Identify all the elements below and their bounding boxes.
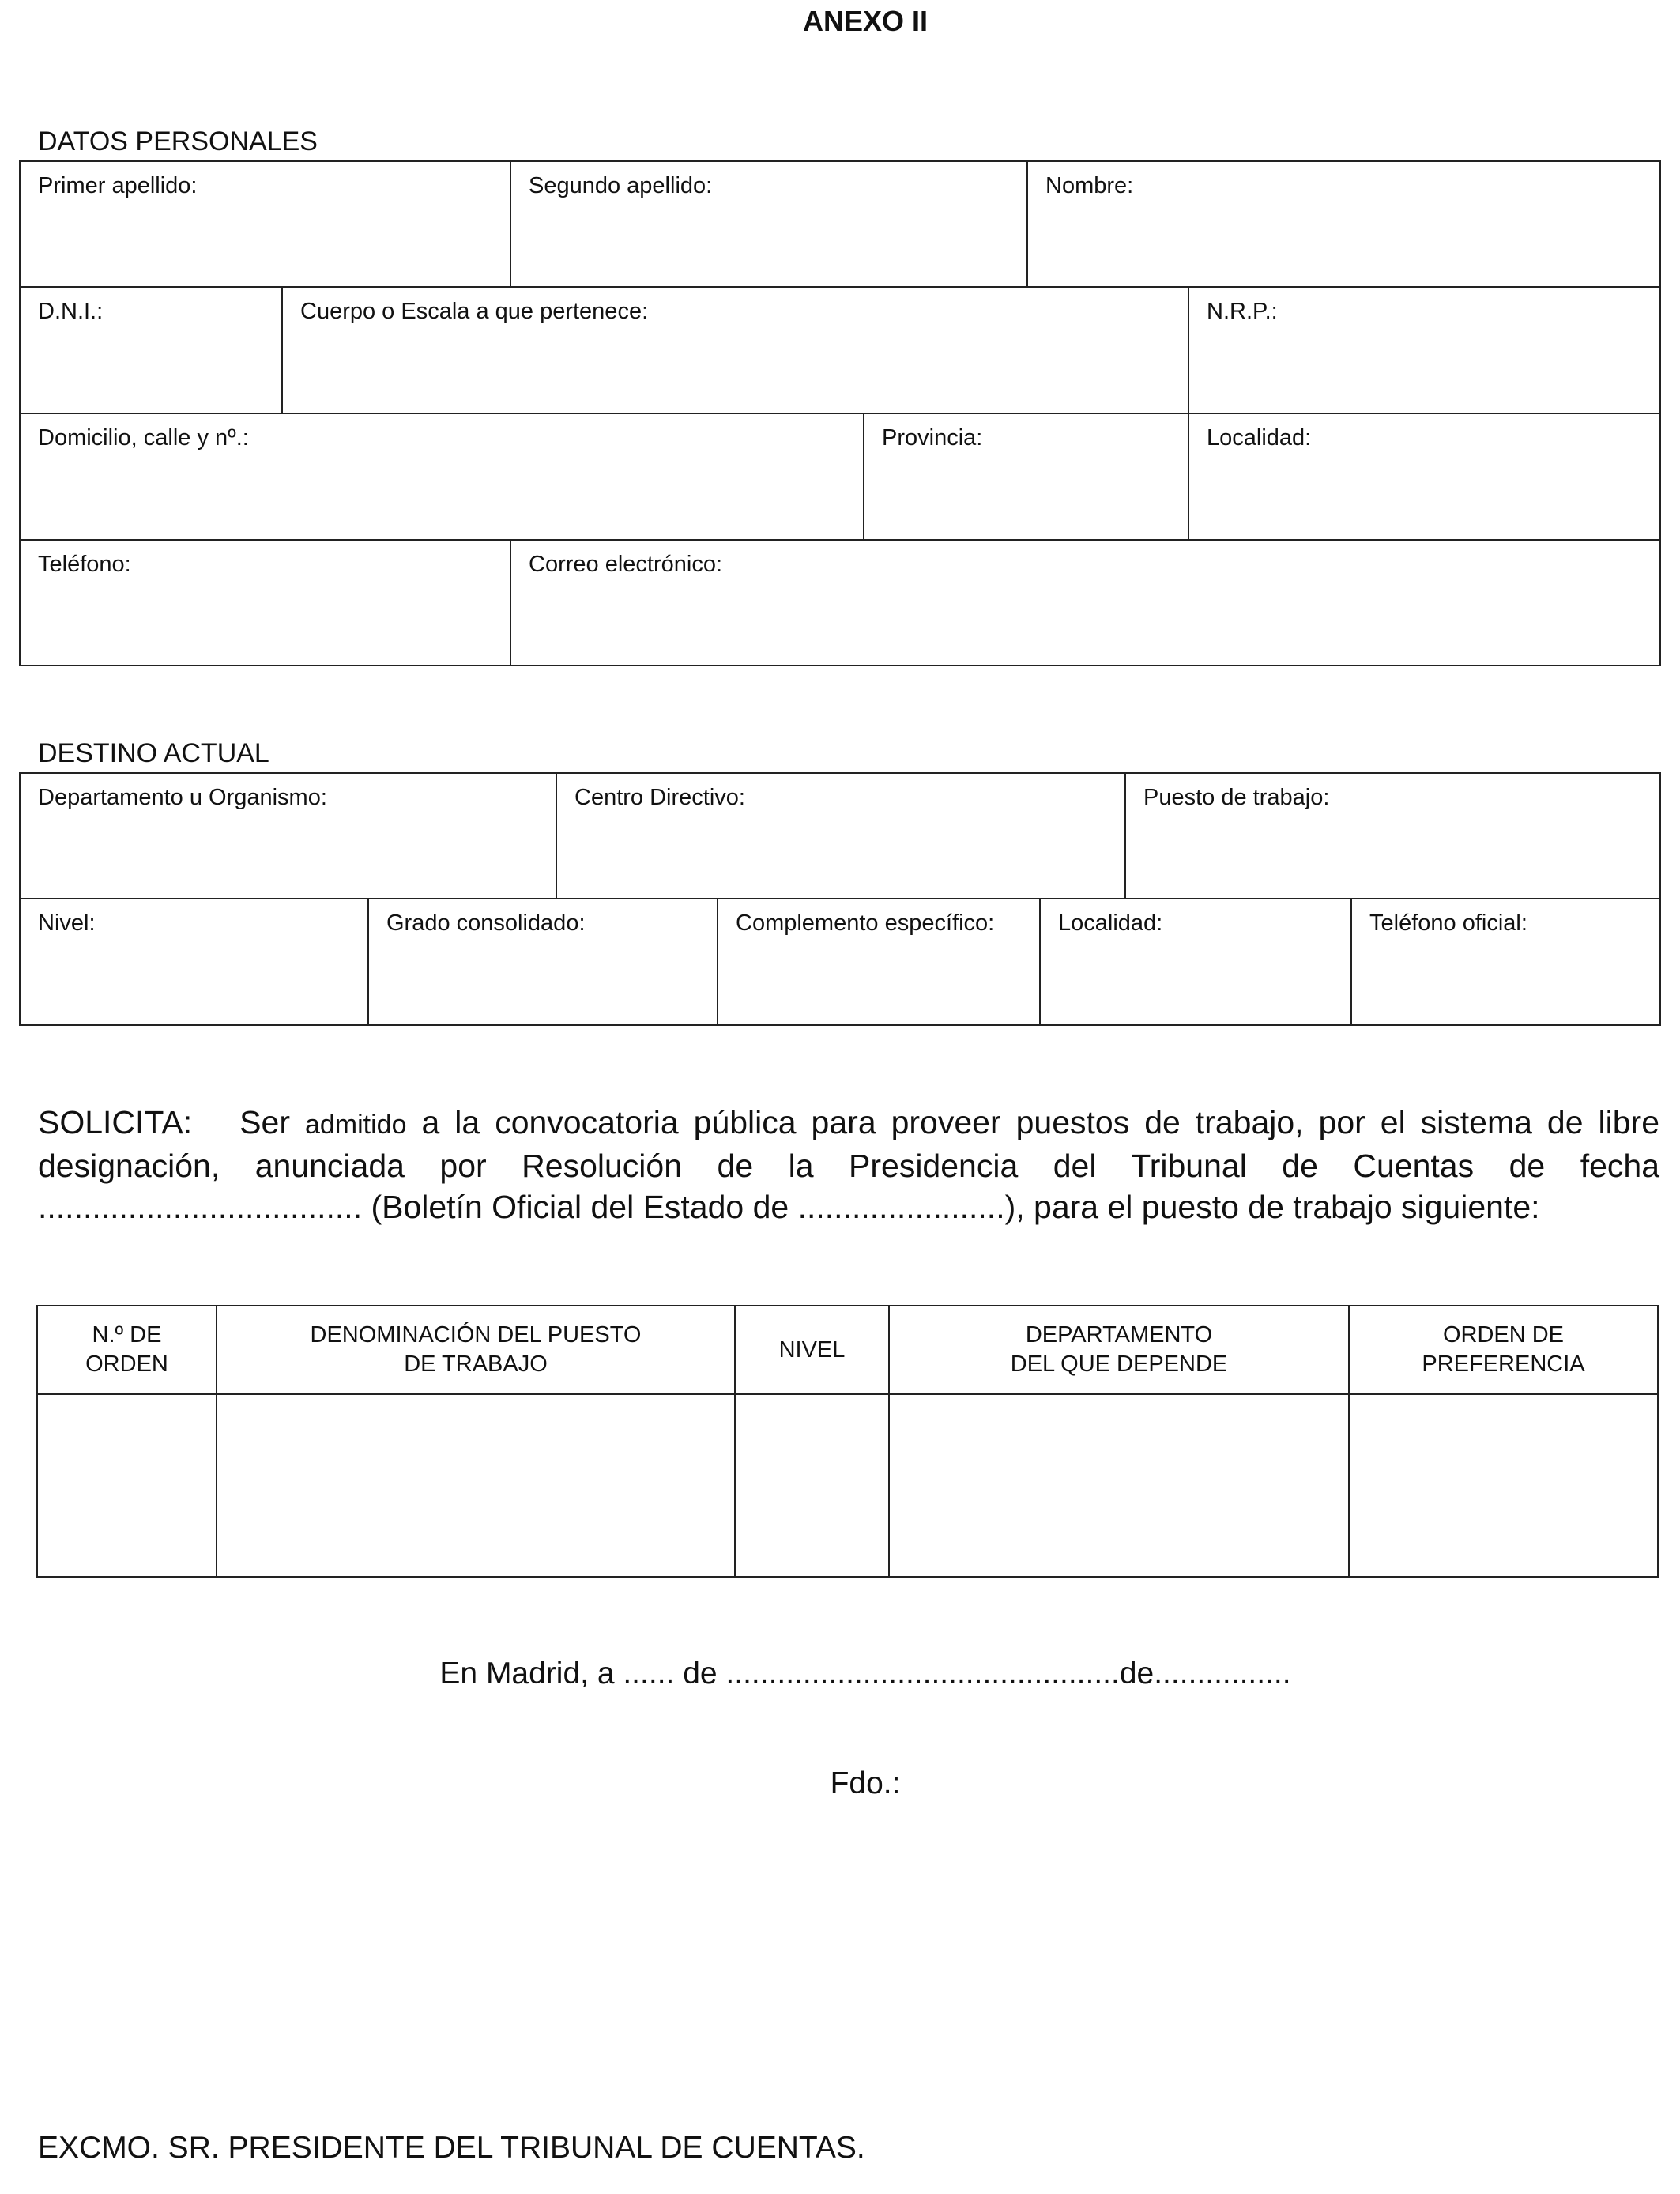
domicilio-field[interactable]	[19, 413, 864, 541]
page-title: ANEXO II	[802, 5, 929, 37]
departamento-organismo-field[interactable]	[19, 772, 557, 899]
field-label: Grado consolidado:	[386, 910, 586, 936]
header-line: NIVEL	[778, 1336, 846, 1363]
destino-actual-heading: DESTINO ACTUAL	[38, 738, 269, 768]
field-label: D.N.I.:	[38, 299, 104, 324]
grado-consolidado-field[interactable]	[367, 898, 718, 1026]
datos-personales-heading: DATOS PERSONALES	[38, 126, 318, 156]
primer-apellido-field[interactable]	[19, 160, 511, 288]
firma-label: Fdo.:	[830, 1766, 901, 1800]
telefono-oficial-field[interactable]	[1350, 898, 1661, 1026]
solicita-word-ser: Ser	[239, 1104, 290, 1140]
header-nivel	[734, 1305, 890, 1395]
cuerpo-escala-field[interactable]	[281, 286, 1189, 414]
header-line: PREFERENCIA	[1422, 1351, 1585, 1377]
correo-electronico-field[interactable]	[510, 539, 1661, 666]
field-label: Localidad:	[1058, 910, 1163, 936]
field-label: Correo electrónico:	[529, 552, 722, 577]
complemento-especifico-field[interactable]	[717, 898, 1041, 1026]
field-label: Departamento u Organismo:	[38, 785, 327, 810]
header-line: DENOMINACIÓN DEL PUESTO	[310, 1322, 642, 1348]
cell-denominacion-puesto[interactable]	[216, 1393, 736, 1578]
field-label: Domicilio, calle y nº.:	[38, 425, 249, 450]
field-label: Puesto de trabajo:	[1143, 785, 1330, 810]
field-label: Centro Directivo:	[574, 785, 745, 810]
destinatario: EXCMO. SR. PRESIDENTE DEL TRIBUNAL DE CUENTAS.	[38, 2131, 865, 2165]
field-label: Teléfono oficial:	[1369, 910, 1527, 936]
solicita-paragraph	[38, 1102, 1659, 1227]
header-line: ORDEN DE	[1442, 1322, 1565, 1348]
nivel-field[interactable]	[19, 898, 369, 1026]
nombre-field[interactable]	[1026, 160, 1661, 288]
telefono-field[interactable]	[19, 539, 511, 666]
field-label: Teléfono:	[38, 552, 131, 577]
solicita-text: a la convocatoria pública para proveer puestos de trabajo, por el sistema de libre designación, anunciada por Resolución de la Presidencia del Tribunal de Cuentas de fecha .................................... (Boletín Oficial del Estado de .......................), para el puesto de trabajo siguiente:	[38, 1104, 1659, 1225]
field-label: Segundo apellido:	[529, 173, 713, 198]
solicita-word-admitido: admitido	[304, 1110, 407, 1140]
header-line: DE TRABAJO	[404, 1351, 548, 1377]
nrp-field[interactable]	[1188, 286, 1661, 414]
cell-departamento[interactable]	[888, 1393, 1350, 1578]
field-label: Localidad:	[1207, 425, 1312, 450]
header-departamento	[888, 1305, 1350, 1395]
dni-field[interactable]	[19, 286, 283, 414]
header-line: DEPARTAMENTO	[1025, 1322, 1213, 1348]
solicita-lead: SOLICITA:	[38, 1104, 193, 1140]
segundo-apellido-field[interactable]	[510, 160, 1028, 288]
header-numero-orden	[36, 1305, 217, 1395]
field-label: Nombre:	[1045, 173, 1134, 198]
header-line: ORDEN	[85, 1351, 168, 1377]
localidad-field[interactable]	[1188, 413, 1661, 541]
puesto-trabajo-field[interactable]	[1124, 772, 1661, 899]
header-orden-preferencia	[1348, 1305, 1659, 1395]
header-line: N.º DE	[92, 1322, 162, 1348]
field-label: Complemento específico:	[736, 910, 995, 936]
localidad-destino-field[interactable]	[1039, 898, 1352, 1026]
header-line: DEL QUE DEPENDE	[1010, 1351, 1228, 1377]
provincia-field[interactable]	[863, 413, 1189, 541]
field-label: Primer apellido:	[38, 173, 198, 198]
field-label: Provincia:	[882, 425, 983, 450]
fecha-line: En Madrid, a ...... de ..............................................de................	[439, 1657, 1291, 1691]
field-label: Cuerpo o Escala a que pertenece:	[300, 299, 649, 324]
cell-numero-orden[interactable]	[36, 1393, 217, 1578]
field-label: N.R.P.:	[1207, 299, 1278, 324]
field-label: Nivel:	[38, 910, 96, 936]
centro-directivo-field[interactable]	[556, 772, 1126, 899]
header-denominacion-puesto	[216, 1305, 736, 1395]
cell-nivel[interactable]	[734, 1393, 890, 1578]
cell-orden-preferencia[interactable]	[1348, 1393, 1659, 1578]
